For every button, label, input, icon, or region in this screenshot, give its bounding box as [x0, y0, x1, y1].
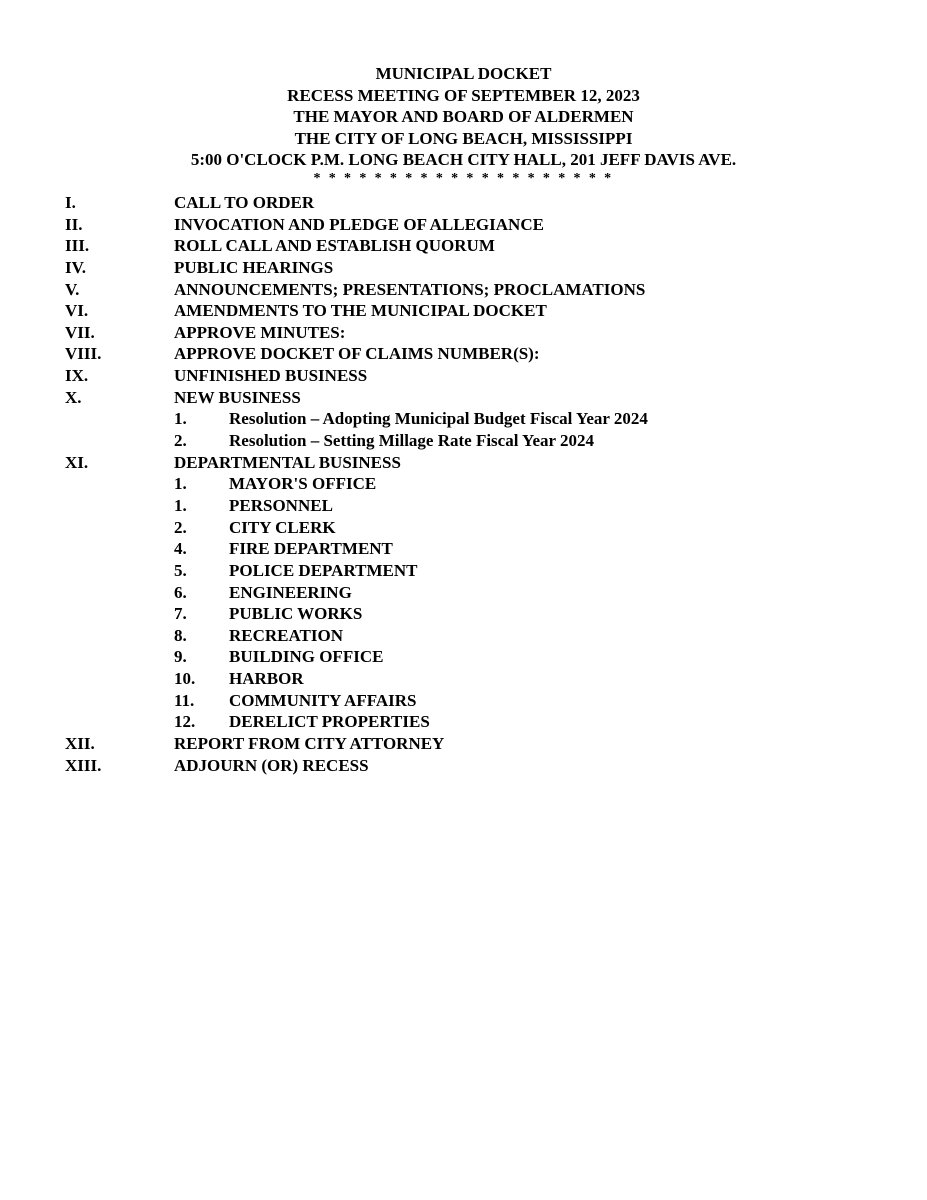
agenda-item	[65, 452, 905, 474]
agenda-item-number: III.	[65, 236, 90, 256]
department-subitem	[65, 495, 905, 517]
agenda-item-label: APPROVE DOCKET OF CLAIMS NUMBER(S):	[174, 344, 540, 364]
agenda-item	[65, 365, 905, 387]
meeting-date: RECESS MEETING OF SEPTEMBER 12, 2023	[287, 85, 640, 105]
agenda-item-label: ANNOUNCEMENTS; PRESENTATIONS; PROCLAMATIONS	[174, 279, 646, 299]
subitem-number: 12.	[174, 712, 196, 732]
subitem-number: 2.	[174, 517, 187, 537]
agenda-item-label: PUBLIC HEARINGS	[174, 257, 334, 277]
star-divider: * * * * * * * * * * * * * * * * * * * *	[313, 170, 614, 186]
agenda-item-label: DEPARTMENTAL BUSINESS	[174, 452, 401, 472]
agenda-item	[65, 279, 905, 301]
agenda-item	[65, 257, 905, 279]
subitem-label: HARBOR	[229, 669, 304, 689]
agenda-item	[65, 322, 905, 344]
docket-header	[0, 63, 927, 187]
department-subitem	[65, 473, 905, 495]
agenda-item-number: VII.	[65, 322, 95, 342]
agenda-item	[65, 387, 905, 409]
subitem-number: 4.	[174, 539, 187, 559]
subitem-number: 1.	[174, 409, 187, 429]
department-subitem	[65, 625, 905, 647]
agenda-item-label: UNFINISHED BUSINESS	[174, 366, 368, 386]
subitem-label: FIRE DEPARTMENT	[229, 539, 393, 559]
agenda-item-number: IX.	[65, 366, 89, 386]
agenda-item-label: ADJOURN (OR) RECESS	[174, 755, 369, 775]
subitem-label: PUBLIC WORKS	[229, 604, 363, 624]
agenda-item-number: IV.	[65, 257, 86, 277]
agenda-item-number: VIII.	[65, 344, 102, 364]
department-subitem	[65, 517, 905, 539]
city-name: THE CITY OF LONG BEACH, MISSISSIPPI	[294, 128, 633, 148]
subitem-label: POLICE DEPARTMENT	[229, 560, 418, 580]
agenda-item	[65, 733, 905, 755]
subitem-number: 7.	[174, 604, 187, 624]
agenda-item-number: V.	[65, 279, 80, 299]
department-subitem	[65, 668, 905, 690]
new-business-subitem	[65, 408, 905, 430]
agenda-item	[65, 192, 905, 214]
subitem-label: PERSONNEL	[229, 495, 333, 515]
subitem-number: 11.	[174, 690, 195, 710]
subitem-number: 8.	[174, 625, 187, 645]
subitem-label: RECREATION	[229, 625, 343, 645]
subitem-number: 2.	[174, 431, 187, 451]
subitem-label: Resolution – Setting Millage Rate Fiscal Year 2024	[229, 431, 594, 451]
department-subitem	[65, 711, 905, 733]
subitem-label: Resolution – Adopting Municipal Budget Fiscal Year 2024	[229, 409, 648, 429]
subitem-label: COMMUNITY AFFAIRS	[229, 690, 417, 710]
department-subitem	[65, 690, 905, 712]
agenda-item	[65, 235, 905, 257]
agenda-item-label: CALL TO ORDER	[174, 193, 315, 212]
agenda-list	[65, 192, 905, 776]
subitem-label: BUILDING OFFICE	[229, 647, 384, 667]
subitem-label: ENGINEERING	[229, 582, 352, 602]
department-subitem	[65, 603, 905, 625]
subitem-label: CITY CLERK	[229, 517, 336, 537]
agenda-item	[65, 300, 905, 322]
subitem-number: 9.	[174, 647, 187, 667]
department-subitem	[65, 560, 905, 582]
board-name: THE MAYOR AND BOARD OF ALDERMEN	[293, 107, 634, 126]
agenda-item	[65, 214, 905, 236]
agenda-item-number: II.	[65, 214, 83, 234]
agenda-item-label: APPROVE MINUTES:	[174, 322, 346, 342]
subitem-number: 1.	[174, 474, 187, 494]
agenda-item-label: AMENDMENTS TO THE MUNICIPAL DOCKET	[174, 301, 547, 321]
agenda-item-number: XIII.	[65, 755, 102, 775]
agenda-item-number: XI.	[65, 452, 89, 472]
agenda-item-number: XII.	[65, 734, 95, 754]
agenda-item-label: INVOCATION AND PLEDGE OF ALLEGIANCE	[174, 214, 544, 234]
agenda-item	[65, 343, 905, 365]
department-subitem	[65, 538, 905, 560]
meeting-time-location: 5:00 O'CLOCK P.M. LONG BEACH CITY HALL, 201 JEFF DAVIS AVE.	[190, 150, 737, 169]
department-subitem	[65, 646, 905, 668]
agenda-item-label: NEW BUSINESS	[174, 387, 301, 407]
subitem-number: 1.	[174, 495, 187, 515]
department-subitem	[65, 582, 905, 604]
agenda-item-number: VI.	[65, 301, 89, 321]
agenda-item-label: REPORT FROM CITY ATTORNEY	[174, 734, 445, 754]
agenda-item-number: I.	[65, 193, 76, 212]
agenda-item	[65, 755, 905, 777]
agenda-item-number: X.	[65, 387, 82, 407]
agenda-item-label: ROLL CALL AND ESTABLISH QUORUM	[174, 236, 495, 256]
docket-title: MUNICIPAL DOCKET	[375, 64, 552, 83]
new-business-subitem	[65, 430, 905, 452]
subitem-label: DERELICT PROPERTIES	[229, 712, 430, 732]
subitem-label: MAYOR'S OFFICE	[229, 474, 377, 494]
subitem-number: 5.	[174, 560, 187, 580]
subitem-number: 10.	[174, 669, 196, 689]
subitem-number: 6.	[174, 582, 187, 602]
